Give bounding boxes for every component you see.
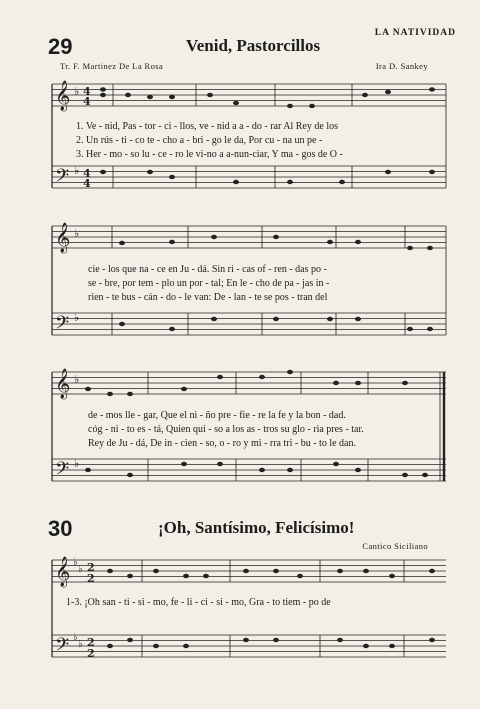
- hymn-number: 29: [48, 34, 73, 59]
- hymn-translator: Tr. F. Martinez De La Rosa: [60, 61, 164, 71]
- treble-clef-icon: 𝄞: [55, 81, 71, 111]
- staff-29-2-bass: [52, 313, 446, 335]
- svg-text:4: 4: [83, 177, 91, 190]
- lyric-line: 1-3. ¡Oh san - ti - si - mo, fe - li - ci - si - mo, Gra - to tiem - po de: [66, 597, 331, 608]
- lyric-line: se - bre, por tem - plo un por - tal; En le - cho de pa - jas in -: [88, 278, 330, 289]
- lyric-line: cóg - ni - to es - tá, Quien qui - so a los as - tros su glo - ria pres - tar.: [88, 424, 364, 435]
- bass-clef-icon: 𝄢: [55, 459, 70, 484]
- lyric-line: 3. Her - mo - so lu - ce - ro le vi-no a a-nun-ciar, Y ma - gos de O -: [76, 149, 343, 160]
- staff-29-3-bass: [52, 459, 446, 481]
- lyric-line: Rey de Ju - dá, De in - cien - so, o - ro y mi - rra tri - bu - to le dan.: [88, 438, 356, 449]
- svg-text:♭: ♭: [78, 639, 83, 650]
- svg-text:♭: ♭: [73, 557, 78, 568]
- lyric-line: 2. Un rús - ti - co te - cho a - bri - go le da, Por cu - na un pe -: [76, 135, 323, 146]
- lyric-line: de - mos lle - gar, Que el ni - ño pre - fie - re la fe y la bon - dad.: [88, 410, 346, 421]
- treble-clef-icon: 𝄞: [55, 223, 71, 253]
- hymn-composer: Cantico Siciliano: [362, 541, 428, 551]
- lyric-line: 1. Ve - nid, Pas - tor - ci - llos, ve - nid a a - do - rar Al Rey de los: [76, 121, 338, 132]
- hymn-title: Venid, Pastorcillos: [186, 36, 321, 55]
- svg-text:♭: ♭: [73, 632, 78, 643]
- hymn-number: 30: [48, 516, 73, 541]
- svg-text:♭: ♭: [78, 564, 83, 575]
- svg-text:♭: ♭: [74, 164, 80, 177]
- lyric-line: cie - los que na - ce en Ju - dá. Sin ri - cas of - ren - das po -: [88, 264, 327, 275]
- bass-clef-icon: 𝄢: [55, 166, 70, 191]
- hymn-composer: Ira D. Sankey: [375, 61, 428, 71]
- bass-clef-icon: 𝄢: [55, 313, 70, 338]
- bass-clef-icon: 𝄢: [55, 635, 70, 660]
- svg-text:2: 2: [87, 561, 95, 574]
- staff-29-1-treble: [52, 84, 446, 106]
- svg-text:2: 2: [87, 647, 95, 660]
- staff-29-2-treble: [52, 226, 446, 248]
- lyric-line: rien - te bus - cán - do - le van: De - lan - te se pos - tran del: [88, 292, 328, 303]
- svg-text:♭: ♭: [74, 227, 80, 240]
- treble-clef-icon: 𝄞: [55, 557, 71, 587]
- svg-text:2: 2: [87, 572, 95, 585]
- svg-text:♭: ♭: [74, 311, 80, 324]
- treble-clef-icon: 𝄞: [55, 369, 71, 399]
- staff-29-1-bass: [52, 166, 446, 188]
- svg-text:♭: ♭: [74, 373, 80, 386]
- staff-29-3-treble: [52, 372, 446, 394]
- svg-text:4: 4: [83, 95, 91, 108]
- svg-text:♭: ♭: [74, 457, 80, 470]
- section-title: LA NATIVIDAD: [374, 28, 456, 38]
- svg-text:2: 2: [87, 636, 95, 649]
- hymn-title: ¡Oh, Santísimo, Felicísimo!: [158, 518, 355, 537]
- svg-text:♭: ♭: [74, 85, 80, 98]
- svg-text:4: 4: [83, 85, 91, 98]
- svg-text:4: 4: [83, 167, 91, 180]
